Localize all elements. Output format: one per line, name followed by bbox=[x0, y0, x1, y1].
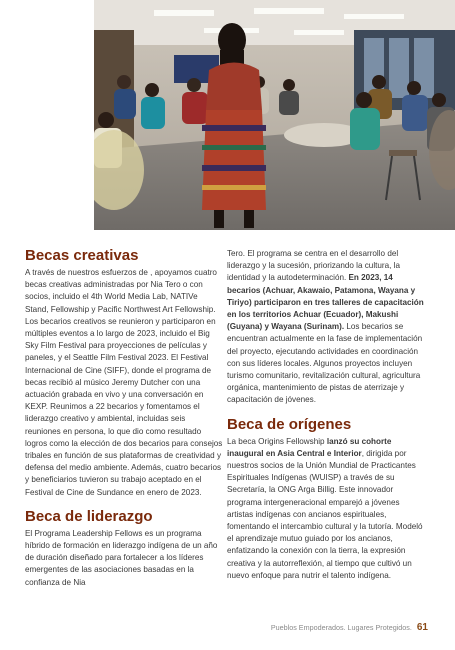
footer-caption: Pueblos Empoderados. Lugares Protegidos. bbox=[270, 623, 412, 632]
liderazgo-continued bbox=[227, 248, 427, 407]
origenes-highlight: lanzó su cohorte inaugural en Asia Central e Interior bbox=[227, 436, 392, 458]
page-number: 61 bbox=[416, 622, 428, 633]
section-title-becas-creativas: Becas creativas bbox=[25, 247, 139, 264]
beca-de-origenes-body bbox=[227, 436, 427, 582]
beca-de-liderazgo-body: El Programa Leadership Fellows es un programa híbrido de formación en liderazgo indígena de un año de duración diseñado para fortalecer a los líderes emergentes de las asociaciones basadas en la confianza de Nia bbox=[25, 528, 218, 587]
liderazgo-continued-text: Tero. El programa se centra en el desarrollo del liderazgo y la sucesión, priorizando la cultura, la identidad y la autodeterminación. bbox=[227, 249, 400, 283]
liderazgo-after-highlight: Los becarios se encuentran actualmente en la fase de implementación del proyecto, ejecutando actividades en coordinación con sus líderes locales. Algunos proyectos incluyen turismo comunitario, revitalización cultural, agricultura orgánica, mantenimiento de pistas de aterrizaje y capacitación de jóvenes. bbox=[227, 322, 423, 405]
origenes-text: , dirigida por nuestros socios de la Unión Mundial de Practicantes Espirituales Indígenas (WUISP) a través de su Secretaría, la ONG Arga Billig. Este innovador programa intergeneracional emparejó a jóvenes artistas indígenas con ancianos espirituales, fomentando el intercambio cultural y la tutoría. Modeló el aprendizaje mutuo guiado por los ancianos, enfatizando la conexión con la tierra, la expresión creativa y la autorreflexión, al tiempo que cultivó un nuevo enfoque para nutrir el talento indígena. bbox=[227, 448, 423, 580]
workshop-photo bbox=[94, 0, 455, 230]
section-title-beca-de-origenes: Beca de orígenes bbox=[227, 415, 352, 433]
section-title-beca-de-liderazgo: Beca de liderazgo bbox=[25, 507, 153, 525]
left-column bbox=[25, 246, 223, 589]
page-footer bbox=[271, 622, 428, 633]
liderazgo-highlight: En 2023, 14 becarios (Achuar, Akawaio, Patamona, Wayana y Tiriyo) participaron en tres talleres de capacitación en los territorios Achuar (Ecuador), Makushi (Guyana) y Wayana (Surinam). bbox=[227, 273, 424, 332]
origenes-intro: La beca Origins Fellowship bbox=[227, 436, 327, 446]
becas-creativas-body: A través de nuestros esfuerzos de , apoyamos cuatro becas creativas administradas por Nia Tero o con socios, incluido el 4th World Media Lab, NATIVe Stand, Fellowship y Pacific Northwest Art Fellowship. Los becarios creativos se reunieron y participaron en múltiples eventos a lo largo de 2023, incluido el Big Sky Film Festival para proyecciones de películas y paneles, y el Seattle Film Festival 2023. El Festival Internacional de Cine (SIFF), donde el programa de becas recibió al músico Jeremy Dutcher con una actuación grabada en vivo y una conversación en KEXP. Reunimos a 22 becarios y fomentamos el liderazgo creativo y ambiental, incluidas seis reuniones en persona, lo que dio como resultado logros como la elección de dos becarios para consejos tribales en función de sus plataformas de creatividad y defensa del medio ambiente. Además, cuatro becarios y beneficiarios tuvieron su trabajo aceptado en el Festival de Cine de Sundance en enero de 2023. bbox=[25, 268, 223, 497]
workshop-photo-illustration bbox=[94, 0, 455, 230]
right-column bbox=[227, 248, 427, 582]
